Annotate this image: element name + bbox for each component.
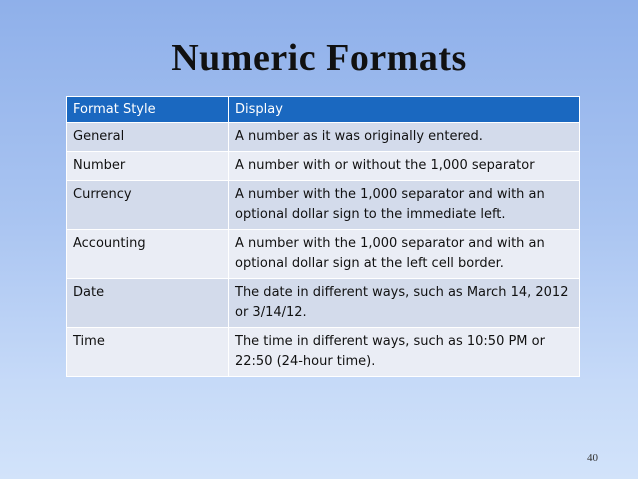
format-style-cell: Number xyxy=(67,152,229,181)
header-format-style: Format Style xyxy=(67,97,229,123)
table-row xyxy=(67,328,580,377)
table-row xyxy=(67,230,580,279)
display-cell: A number with the 1,000 separator and with an optional dollar sign to the immediate left. xyxy=(229,181,580,230)
table-row xyxy=(67,181,580,230)
numeric-formats-table xyxy=(66,96,580,377)
format-style-cell: General xyxy=(67,123,229,152)
table-header-row xyxy=(67,97,580,123)
format-style-cell: Time xyxy=(67,328,229,377)
display-cell: The time in different ways, such as 10:50 PM or 22:50 (24-hour time). xyxy=(229,328,580,377)
format-style-cell: Accounting xyxy=(67,230,229,279)
format-style-cell: Currency xyxy=(67,181,229,230)
display-cell: A number as it was originally entered. xyxy=(229,123,580,152)
format-style-cell: Date xyxy=(67,279,229,328)
table-row xyxy=(67,279,580,328)
header-display: Display xyxy=(229,97,580,123)
slide-title: Numeric Formats xyxy=(171,37,467,79)
page-number: 40 xyxy=(587,452,598,464)
display-cell: The date in different ways, such as March 14, 2012 or 3/14/12. xyxy=(229,279,580,328)
table-row xyxy=(67,123,580,152)
table-row xyxy=(67,152,580,181)
display-cell: A number with the 1,000 separator and with an optional dollar sign at the left cell border. xyxy=(229,230,580,279)
display-cell: A number with or without the 1,000 separator xyxy=(229,152,580,181)
